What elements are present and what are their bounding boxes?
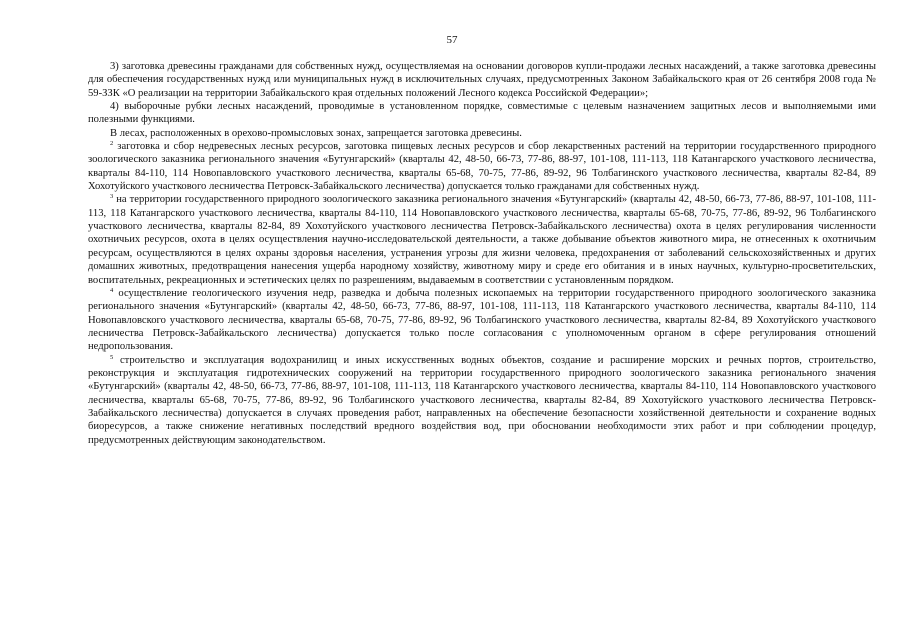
footnote-text: на территории государственного природного зоологического заказника регионального значения «Бутунгарский» (кварталы 42, 48-50, 66-73, 77-86, 88-97, 101-108, 111-113, 118 Катангарского участкового лесничества, кварталы 84-110, 114 Новопавловского участкового лесничества, кварталы 65-68, 70-75, 77-86, 89-92, 96 Толбагинского участкового лесничества, кварталы 82-84, 89 Хохотуйского участкового лесничества Петровск-Забайкальского лесничества) охота в целях регулирования численности охотничьих ресурсов, охота в целях осуществления научно-исследовательской деятельности, а также добывание объектов животного мира, не отнесенных к охотничьим ресурсам, осуществляются в целях охраны здоровья населения, устранения угрозы для жизни человека, предохранения от заболеваний сельскохозяйственных и других домашних животных, предотвращения нанесения ущерба народному хозяйству, животному миру и среде его обитания и в иных научных, культурно-просветительских, воспитательных, рекреационных и эстетических целях по разрешениям, выдаваемым в соответствии с установленным порядком. — [88, 194, 876, 286]
footnote-5 — [88, 354, 876, 447]
footnote-2 — [88, 140, 876, 193]
footnote-text: строительство и эксплуатация водохранилищ и иных искусственных водных объектов, создание и расширение морских и речных портов, строительство, реконструкция и эксплуатация гидротехнических сооружений на территории государственного природного зоологического заказника регионального значения «Бутунгарский» (кварталы 42, 48-50, 66-73, 77-86, 88-97, 101-108, 111-113, 118 Катангарского участкового лесничества, кварталы 84-110, 114 Новопавловского участкового лесничества, кварталы 65-68, 70-75, 77-86, 89-92, 96 Толбагинского участкового лесничества, кварталы 82-84, 89 Хохотуйского участкового лесничества Петровск-Забайкальского лесничества) допускается в случаях проведения работ, направленных на обеспечение безопасности хозяйственной деятельности и сохранение водных биоресурсов, а также снижение негативных последствий вредного воздействия вод, при обосновании необходимости этих работ и при соблюдении процедур, предусмотренных действующим законодательством. — [88, 354, 876, 446]
paragraph-text: 4) выборочные рубки лесных насаждений, проводимые в установленном порядке, совместимые с целевым назначением защитных лесов и выполняемыми ими полезными функциями. — [88, 101, 876, 126]
footnote-marker: 3 — [110, 193, 114, 201]
footnote-marker: 2 — [110, 140, 114, 148]
document-body — [88, 60, 876, 447]
page-number: 57 — [446, 34, 458, 46]
footnote-text: заготовка и сбор недревесных лесных ресурсов, заготовка пищевых лесных ресурсов и сбор лекарственных растений на территории государственного природного зоологического заказника регионального значения «Бутунгарский» (кварталы 42, 48-50, 66-73, 77-86, 88-97, 101-108, 111-113, 118 Катангарского участкового лесничества, кварталы 84-110, 114 Новопавловского участкового лесничества, кварталы 65-68, 70-75, 77-86, 89-92, 96 Толбагинского участкового лесничества, кварталы 82-84, 89 Хохотуйского участкового лесничества Петровск-Забайкальского лесничества) допускается только гражданами для собственных нужд. — [88, 141, 876, 193]
paragraph-text: В лесах, расположенных в орехово-промысловых зонах, запрещается заготовка древесины. — [110, 127, 522, 139]
paragraph-text: 3) заготовка древесины гражданами для собственных нужд, осуществляемая на основании договоров купли-продажи лесных насаждений, а также заготовка древесины для обеспечения государственных нужд или муниципальных нужд в исключительных случаях, предусмотренных Законом Забайкальского края от 26 сентября 2008 года № 59-ЗЗК «О реализации на территории Забайкальского края отдельных положений Лесного кодекса Российской Федерации»; — [88, 61, 876, 99]
footnote-marker: 5 — [110, 353, 114, 361]
footnote-4 — [88, 287, 876, 354]
footnote-text: осуществление геологического изучения недр, разведка и добыча полезных ископаемых на территории государственного природного зоологического заказника регионального значения «Бутунгарский» (кварталы 42, 48-50, 66-73, 77-86, 88-97, 101-108, 111-113, 118 Катангарского участкового лесничества, кварталы 84-110, 114 Новопавловского участкового лесничества, кварталы 65-68, 70-75, 77-86, 89-92, 96 Толбагинского участкового лесничества, кварталы 82-84, 89 Хохотуйского участкового лесничества Петровск-Забайкальского лесничества) допускается только после согласования с уполномоченным органом в сфере регулирования отношений недропользования. — [88, 287, 876, 353]
footnote-marker: 4 — [110, 286, 114, 294]
paragraph-item-3 — [88, 60, 876, 100]
footnote-3 — [88, 193, 876, 286]
paragraph-prohibition — [88, 127, 876, 140]
paragraph-item-4 — [88, 100, 876, 127]
